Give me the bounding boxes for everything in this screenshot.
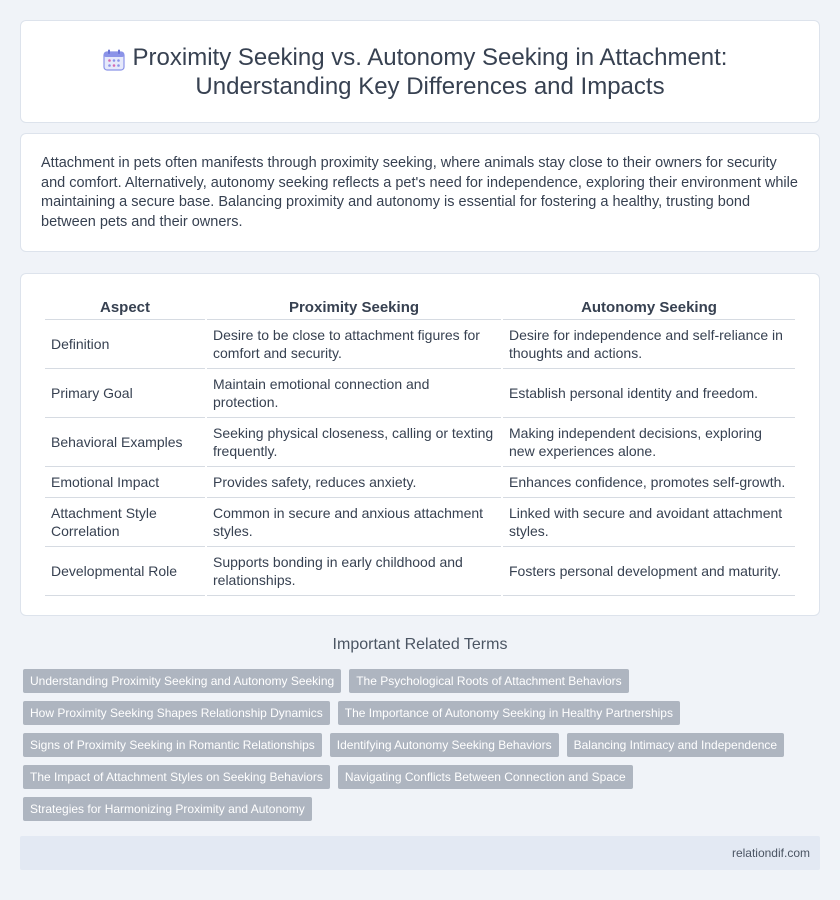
related-term-tag[interactable]: The Impact of Attachment Styles on Seeking Behaviors [23,765,330,789]
related-terms-heading: Important Related Terms [332,636,508,653]
row-aspect: Emotional Impact [45,467,205,498]
row-proximity: Provides safety, reduces anxiety. [207,467,501,498]
row-autonomy: Making independent decisions, exploring new experiences alone. [503,418,795,467]
row-autonomy: Establish personal identity and freedom. [503,369,795,418]
table-header-row [45,294,795,320]
related-term-tag[interactable]: How Proximity Seeking Shapes Relationship Dynamics [23,701,330,725]
row-autonomy: Desire for independence and self-reliance in thoughts and actions. [503,320,795,369]
page-title: Proximity Seeking vs. Autonomy Seeking in Attachment: Understanding Key Differences and Impacts [132,43,728,100]
row-proximity: Seeking physical closeness, calling or texting frequently. [207,418,501,467]
table-row [45,467,795,498]
table-row [45,320,795,369]
related-term-tag[interactable]: Navigating Conflicts Between Connection and Space [338,765,633,789]
related-term-tag[interactable]: Identifying Autonomy Seeking Behaviors [330,733,559,757]
row-proximity: Desire to be close to attachment figures for comfort and security. [207,320,501,369]
row-proximity: Supports bonding in early childhood and relationships. [207,547,501,596]
comparison-table [43,294,797,596]
table-row [45,498,795,547]
intro-paragraph: Attachment in pets often manifests through proximity seeking, where animals stay close to their owners for security and comfort. Alternatively, autonomy seeking reflects a pet's need for independence, exploring their environment while maintaining a secure base. Balancing proximity and autonomy is essential for fostering a healthy, trusting bond between pets and their owners. [41,155,798,230]
table-row [45,418,795,467]
table-row [45,369,795,418]
related-term-tag[interactable]: Signs of Proximity Seeking in Romantic Relationships [23,733,322,757]
row-aspect: Definition [45,320,205,369]
header-autonomy-seeking: Autonomy Seeking [503,294,795,320]
row-aspect: Attachment Style Correlation [45,498,205,547]
row-autonomy: Fosters personal development and maturity. [503,547,795,596]
row-proximity: Common in secure and anxious attachment styles. [207,498,501,547]
row-aspect: Primary Goal [45,369,205,418]
row-aspect: Behavioral Examples [45,418,205,467]
header-proximity-seeking: Proximity Seeking [207,294,501,320]
related-term-tag[interactable]: Balancing Intimacy and Independence [567,733,784,757]
footer [20,836,820,870]
row-autonomy: Enhances confidence, promotes self-growth. [503,467,795,498]
related-term-tag[interactable]: The Psychological Roots of Attachment Behaviors [349,669,628,693]
related-term-tag[interactable]: Understanding Proximity Seeking and Autonomy Seeking [23,669,341,693]
title-card [20,20,820,123]
row-aspect: Developmental Role [45,547,205,596]
table-row [45,547,795,596]
intro-card [20,133,820,252]
related-term-tag[interactable]: The Importance of Autonomy Seeking in Healthy Partnerships [338,701,680,725]
related-term-tag[interactable]: Strategies for Harmonizing Proximity and Autonomy [23,797,312,821]
row-proximity: Maintain emotional connection and protection. [207,369,501,418]
header-aspect: Aspect [45,294,205,320]
row-autonomy: Linked with secure and avoidant attachment styles. [503,498,795,547]
footer-site-name: relationdif.com [731,846,810,860]
comparison-table-card [20,273,820,616]
related-terms-list [23,669,813,821]
